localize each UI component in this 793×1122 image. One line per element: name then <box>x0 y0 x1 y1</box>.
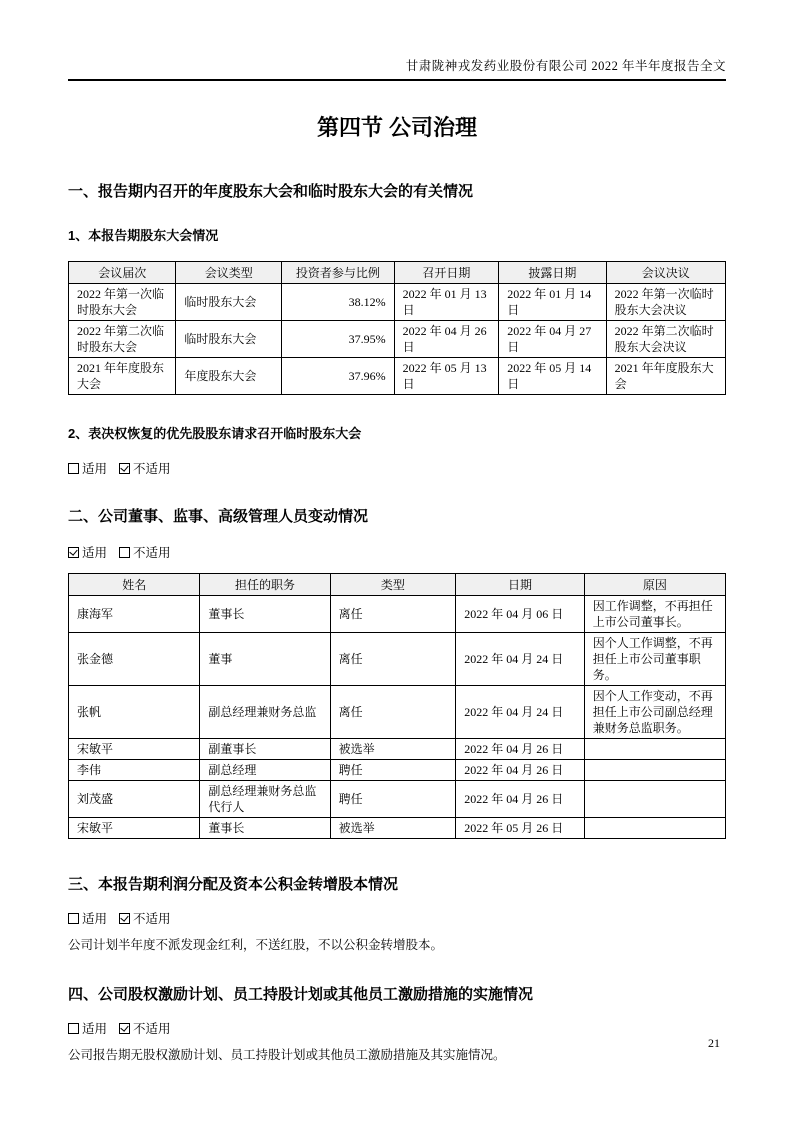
table-cell: 副总经理 <box>200 760 330 781</box>
table-cell: 因工作调整，不再担任上市公司董事长。 <box>584 596 725 633</box>
table-cell: 2022 年 04 月 26 日 <box>394 321 499 358</box>
page-title: 第四节 公司治理 <box>316 115 478 140</box>
table-cell: 被选举 <box>330 739 456 760</box>
table-cell: 37.95% <box>282 321 395 358</box>
applicability-note <box>68 1022 726 1037</box>
table-cell: 2022 年 04 月 26 日 <box>456 760 584 781</box>
table-cell: 宋敏平 <box>69 818 200 839</box>
table-cell <box>584 781 725 818</box>
section-2-heading: 二、公司董事、监事、高级管理人员变动情况 <box>68 508 369 525</box>
applicable-checkbox-unchecked <box>68 913 79 924</box>
column-header: 会议届次 <box>69 262 176 284</box>
table-cell: 37.96% <box>282 358 395 395</box>
section-1-heading: 一、报告期内召开的年度股东大会和临时股东大会的有关情况 <box>68 183 474 200</box>
table-cell: 临时股东大会 <box>176 321 282 358</box>
table-cell: 临时股东大会 <box>176 284 282 321</box>
table-cell: 副董事长 <box>200 739 330 760</box>
section-4-body: 公司报告期无股权激励计划、员工持股计划或其他员工激励措施及其实施情况。 <box>68 1048 506 1062</box>
column-header: 日期 <box>456 574 584 596</box>
not-applicable-checkbox-checked <box>119 463 130 474</box>
table-row <box>69 284 726 321</box>
table-cell: 张帆 <box>69 686 200 739</box>
applicable-label: 适用 <box>82 546 108 560</box>
table-cell: 38.12% <box>282 284 395 321</box>
table-cell: 2022 年 04 月 26 日 <box>456 781 584 818</box>
table-cell: 2022 年 04 月 24 日 <box>456 686 584 739</box>
personnel-change-table <box>68 573 726 839</box>
table-row <box>69 358 726 395</box>
table-cell: 聘任 <box>330 760 456 781</box>
column-header: 召开日期 <box>394 262 499 284</box>
table-cell: 2021 年年度股东大会 <box>606 358 725 395</box>
table-cell: 因个人工作调整，不再担任上市公司董事职务。 <box>584 633 725 686</box>
table-cell: 2022 年 04 月 27 日 <box>499 321 606 358</box>
table-row <box>69 633 726 686</box>
table-cell: 被选举 <box>330 818 456 839</box>
column-header: 类型 <box>330 574 456 596</box>
table-header-row <box>69 574 726 596</box>
table-cell: 董事 <box>200 633 330 686</box>
applicability-note <box>68 912 726 927</box>
table-header-row <box>69 262 726 284</box>
not-applicable-label: 不适用 <box>133 462 171 476</box>
shareholder-meetings-table <box>68 261 726 395</box>
applicable-label: 适用 <box>82 462 108 476</box>
table-cell: 2022 年 01 月 13 日 <box>394 284 499 321</box>
applicable-checkbox-unchecked <box>68 1023 79 1034</box>
table-cell: 2022 年第二次临时股东大会 <box>69 321 176 358</box>
column-header: 投资者参与比例 <box>282 262 395 284</box>
table-row <box>69 321 726 358</box>
column-header: 会议决议 <box>606 262 725 284</box>
table-cell <box>584 818 725 839</box>
table-cell: 2022 年 05 月 26 日 <box>456 818 584 839</box>
table-cell: 2022 年第二次临时股东大会决议 <box>606 321 725 358</box>
table-cell: 副总经理兼财务总监代行人 <box>200 781 330 818</box>
table-row <box>69 596 726 633</box>
not-applicable-label: 不适用 <box>133 546 171 560</box>
section-3-body: 公司计划半年度不派发现金红利，不送红股，不以公积金转增股本。 <box>68 938 444 952</box>
applicable-label: 适用 <box>82 912 108 926</box>
table-cell: 聘任 <box>330 781 456 818</box>
column-header: 担任的职务 <box>200 574 330 596</box>
table-cell: 2022 年 05 月 13 日 <box>394 358 499 395</box>
table-cell: 因个人工作变动，不再担任上市公司副总经理兼财务总监职务。 <box>584 686 725 739</box>
table-cell: 离任 <box>330 596 456 633</box>
not-applicable-checkbox-unchecked <box>119 547 130 558</box>
section-1-sub-2-heading: 2、表决权恢复的优先股股东请求召开临时股东大会 <box>68 426 362 441</box>
table-cell: 2022 年第一次临时股东大会决议 <box>606 284 725 321</box>
column-header: 会议类型 <box>176 262 282 284</box>
table-cell: 李伟 <box>69 760 200 781</box>
table-cell: 张金德 <box>69 633 200 686</box>
table-cell: 2022 年第一次临时股东大会 <box>69 284 176 321</box>
table-cell: 2022 年 04 月 06 日 <box>456 596 584 633</box>
column-header: 披露日期 <box>499 262 606 284</box>
not-applicable-checkbox-checked <box>119 913 130 924</box>
applicability-note <box>68 462 726 477</box>
applicable-checkbox-unchecked <box>68 463 79 474</box>
table-cell: 董事长 <box>200 818 330 839</box>
page-number: 21 <box>708 1036 720 1050</box>
table-cell: 刘茂盛 <box>69 781 200 818</box>
table-row <box>69 739 726 760</box>
not-applicable-label: 不适用 <box>133 912 171 926</box>
table-row <box>69 781 726 818</box>
table-cell: 2022 年 04 月 26 日 <box>456 739 584 760</box>
table-cell: 2021 年年度股东大会 <box>69 358 176 395</box>
applicable-checkbox-checked <box>68 547 79 558</box>
section-1-sub-1-heading: 1、本报告期股东大会情况 <box>68 228 219 243</box>
section-3-heading: 三、本报告期利润分配及资本公积金转增股本情况 <box>68 876 399 893</box>
table-cell: 2022 年 05 月 14 日 <box>499 358 606 395</box>
table-row <box>69 760 726 781</box>
applicable-label: 适用 <box>82 1022 108 1036</box>
table-cell: 副总经理兼财务总监 <box>200 686 330 739</box>
not-applicable-checkbox-checked <box>119 1023 130 1034</box>
table-cell: 董事长 <box>200 596 330 633</box>
column-header: 姓名 <box>69 574 200 596</box>
table-cell: 年度股东大会 <box>176 358 282 395</box>
table-row <box>69 686 726 739</box>
table-cell: 2022 年 04 月 24 日 <box>456 633 584 686</box>
column-header: 原因 <box>584 574 725 596</box>
table-row <box>69 818 726 839</box>
not-applicable-label: 不适用 <box>133 1022 171 1036</box>
table-cell <box>584 739 725 760</box>
section-4-heading: 四、公司股权激励计划、员工持股计划或其他员工激励措施的实施情况 <box>68 986 534 1003</box>
table-cell <box>584 760 725 781</box>
table-cell: 宋敏平 <box>69 739 200 760</box>
table-cell: 离任 <box>330 633 456 686</box>
table-cell: 2022 年 01 月 14 日 <box>499 284 606 321</box>
applicability-note <box>68 546 726 561</box>
running-header: 甘肃陇神戎发药业股份有限公司 2022 年半年度报告全文 <box>68 0 726 81</box>
table-cell: 康海军 <box>69 596 200 633</box>
table-cell: 离任 <box>330 686 456 739</box>
